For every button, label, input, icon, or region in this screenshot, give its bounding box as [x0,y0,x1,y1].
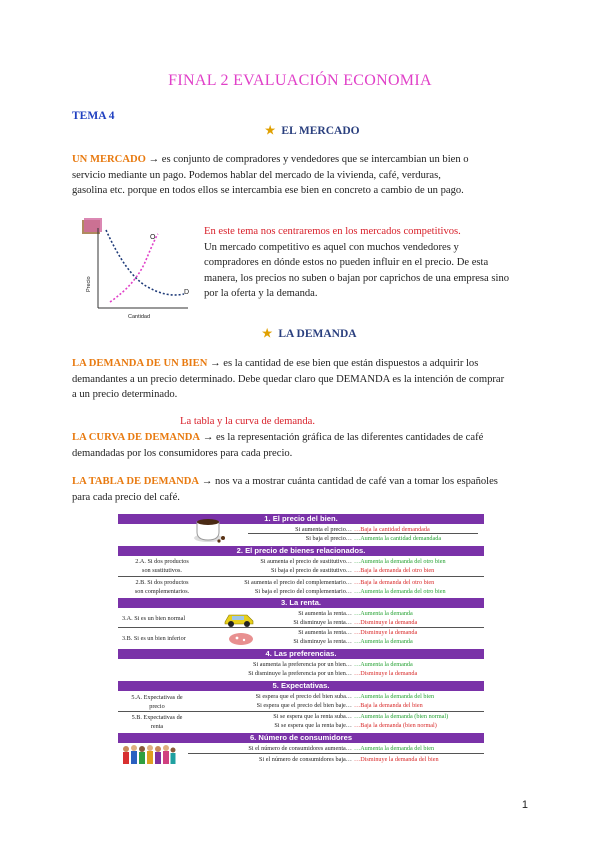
table-result: …Baja la demanda del otro bien [354,579,435,586]
x-axis-label: Cantidad [128,314,151,320]
table-header-1: 1. El precio del bien. [118,514,484,524]
section-title: EL MERCADO [281,125,360,137]
term-curva: LA CURVA DE DEMANDA [72,432,201,443]
star-icon: ★ [265,125,276,137]
table-result: …Disminuye la demanda [354,619,418,626]
section-el-mercado [265,123,360,137]
table-result: …Disminuye la demanda [354,670,418,677]
table-row: Si aumenta el precio del complementario… [244,579,352,586]
table-row: Si disminuye la renta… [293,619,352,626]
people-icon [120,744,176,766]
table-row: Si espera que el precio del bien suba… [255,693,352,700]
subtitle-tabla-curva: La tabla y la curva de demanda. [180,416,316,427]
table-row: Si aumenta el precio de sustitutivo… [260,558,352,565]
table-result: …Aumenta la demanda (bien normal) [354,713,449,720]
table-result: …Disminuye la demanda del bien [354,756,439,763]
tema-heading: TEMA 4 [72,110,115,122]
table-row: Si aumenta la preferencia por un bien… [253,661,352,668]
supply-label: O [150,234,156,241]
curva-paragraph: LA CURVA DE DEMANDA → es la representación gráfica de las diferentes cantidades de café demandadas por los consumidores para cada precio. [72,432,484,459]
table-row: Si disminuye la preferencia por un bien… [248,670,352,677]
demand-factors-table [118,514,484,768]
table-row: Si aumenta la renta… [298,610,352,617]
term-demanda: LA DEMANDA DE UN BIEN [72,358,208,369]
table-result: …Baja la demanda del bien [354,702,423,709]
table-result: …Disminuye la demanda [354,629,418,636]
table-result: …Aumenta la demanda del otro bien [354,588,446,595]
subfactor-label: 5.A. Expectativas de [131,694,183,701]
section-la-demanda [262,326,357,340]
term-tabla: LA TABLA DE DEMANDA [72,476,200,487]
supply-demand-graph [76,214,198,326]
subfactor-label: renta [150,723,164,730]
subfactor-label: 2.A. Si dos productos [135,558,189,565]
table-result: …Aumenta la demanda [354,610,413,617]
table-row: Si baja el precio de sustitutivo… [271,567,352,574]
page-number: 1 [521,799,528,811]
section-title: LA DEMANDA [278,328,357,340]
table-row: Si disminuye la renta… [293,638,352,645]
table-row: Si el número de consumidores aumenta… [248,745,352,752]
subfactor-label: son sustitutivos. [142,567,182,574]
competitive-market-text: En este tema nos centraremos en los mercados competitivos. Un mercado competitivo es aquel con muchos vendedores y compradores en dónde estos no pueden influir en el precio. De esta manera, los precios no suben o bajan por caprichos de una empresa sino por la oferta y la demanda. [204,226,510,299]
sausage-icon [228,632,254,646]
subfactor-label: 5.B. Expectativas de [131,714,183,721]
table-header-4: 4. Las preferencias. [118,649,484,659]
table-row: Si espera que el precio del bien baje… [256,702,352,709]
tabla-paragraph: LA TABLA DE DEMANDA → nos va a mostrar cuánta cantidad de café van a tomar los españoles para cada precio del café. [72,476,498,503]
subfactor-label: 3.A. Si es un bien normal [122,615,186,622]
table-result: …Baja la demanda del otro bien [354,567,435,574]
table-result: …Aumenta la demanda [354,638,413,645]
table-result: …Baja la demanda (bien normal) [354,722,437,729]
star-icon: ★ [262,328,273,340]
table-header-2: 2. El precio de bienes relacionados. [118,546,484,556]
subfactor-label: 2.B. Si dos productos [135,579,189,586]
mercado-paragraph: UN MERCADO → es conjunto de compradores y vendedores que se intercambian un bien o servicio mediante un pago. Podemos hablar del mercado de la vivienda, café, verduras, gasolina etc. porque en todos ellos se intercambia ese bien en concreto a cambio de un pago. [72,154,469,196]
document-title: FINAL 2 EVALUACIÓN ECONOMIA [168,72,432,89]
table-row: Si baja el precio… [305,535,352,542]
table-result: …Aumenta la demanda del bien [354,745,435,752]
subfactor-label: son complementarios. [134,588,190,595]
table-row: Si aumenta el precio… [295,526,352,533]
table-row: Si baja el precio del complementario… [254,588,352,595]
table-row: Si aumenta la renta… [298,629,352,636]
demand-label: D [184,289,190,296]
car-icon [222,610,256,628]
table-row: Si el número de consumidores baja… [259,756,352,763]
demanda-paragraph: LA DEMANDA DE UN BIEN → es la cantidad de ese bien que están dispuestos a adquirir los demandantes a un precio determinado. Debe quedar claro que DEMANDA es la intención de comprar a un precio determinado. [72,358,505,400]
coffee-cup-icon [192,516,228,544]
table-header-5: 5. Expectativas. [118,681,484,691]
table-result: …Aumenta la demanda [354,661,413,668]
table-result: …Baja la cantidad demandada [354,526,430,533]
table-header-6: 6. Número de consumidores [118,733,484,743]
supply-curve [110,234,158,302]
graph-svg [76,214,198,326]
subfactor-label: 3.B. Si es un bien inferior [122,635,186,642]
table-row: Si se espera que la renta suba… [273,713,352,720]
table-header-3: 3. La renta. [118,598,484,608]
table-result: …Aumenta la cantidad demandada [354,535,442,542]
table-result: …Aumenta la demanda del otro bien [354,558,446,565]
y-axis-label: Precio [86,276,92,292]
table-result: …Aumenta la demanda del bien [354,693,435,700]
subfactor-label: precio [149,703,165,710]
table-row: Si se espera que la renta baje… [274,722,352,729]
term-mercado: UN MERCADO [72,154,146,165]
